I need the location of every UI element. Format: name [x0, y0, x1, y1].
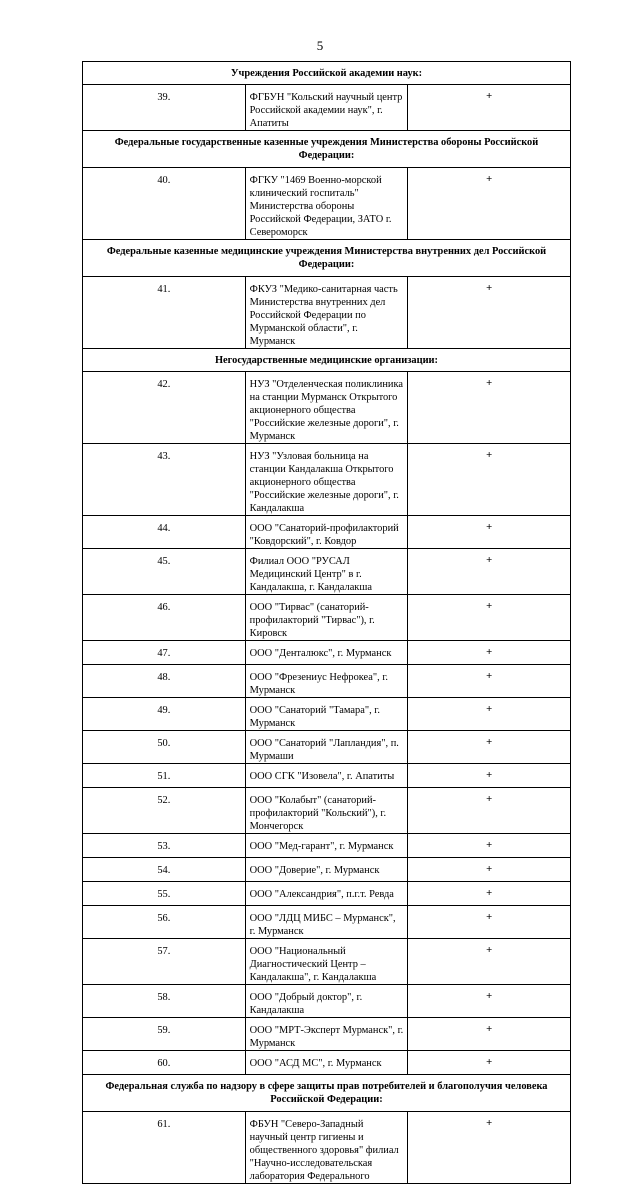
- table-row: [83, 372, 571, 444]
- table-row: [83, 731, 571, 764]
- organization-name: ООО "МРТ-Эксперт Мурманск", г. Мурманск: [245, 1018, 408, 1051]
- table-row: [83, 834, 571, 858]
- row-number: 41.: [83, 277, 246, 349]
- row-number: 48.: [83, 665, 246, 698]
- row-number: 60.: [83, 1051, 246, 1075]
- table-row: [83, 1018, 571, 1051]
- row-mark: +: [408, 698, 571, 731]
- row-mark: +: [408, 882, 571, 906]
- table-row: [83, 1051, 571, 1075]
- table-row: [83, 764, 571, 788]
- section-header-row: [83, 131, 571, 168]
- table-row: [83, 516, 571, 549]
- row-number: 52.: [83, 788, 246, 834]
- row-mark: +: [408, 764, 571, 788]
- row-mark: +: [408, 516, 571, 549]
- row-mark: +: [408, 641, 571, 665]
- table-row: [83, 858, 571, 882]
- row-mark: +: [408, 444, 571, 516]
- table-row: [83, 168, 571, 240]
- row-mark: +: [408, 85, 571, 131]
- section-title: Учреждения Российской академии наук:: [83, 62, 571, 85]
- organization-name: ФКУЗ "Медико-санитарная часть Министерства внутренних дел Российской Федерации по Мурманской области", г. Мурманск: [245, 277, 408, 349]
- section-header-row: [83, 240, 571, 277]
- row-mark: +: [408, 858, 571, 882]
- organization-name: ООО "Мед-гарант", г. Мурманск: [245, 834, 408, 858]
- row-mark: +: [408, 731, 571, 764]
- row-number: 53.: [83, 834, 246, 858]
- section-title: Негосударственные медицинские организации:: [83, 349, 571, 372]
- row-mark: +: [408, 372, 571, 444]
- organization-name: ООО "Национальный Диагностический Центр – Кандалакша", г. Кандалакша: [245, 939, 408, 985]
- organization-name: ФГБУН "Кольский научный центр Российской академии наук", г. Апатиты: [245, 85, 408, 131]
- organization-name: ФГКУ "1469 Военно-морской клинический госпиталь" Министерства обороны Российской Федерации, ЗАТО г. Североморск: [245, 168, 408, 240]
- row-number: 57.: [83, 939, 246, 985]
- table-row: [83, 641, 571, 665]
- page-number: 5: [316, 38, 324, 53]
- row-number: 47.: [83, 641, 246, 665]
- row-number: 58.: [83, 985, 246, 1018]
- row-number: 49.: [83, 698, 246, 731]
- organization-name: ООО "АСД МС", г. Мурманск: [245, 1051, 408, 1075]
- row-number: 42.: [83, 372, 246, 444]
- row-number: 46.: [83, 595, 246, 641]
- table-row: [83, 1112, 571, 1184]
- organization-name: ООО "Добрый доктор", г. Кандалакша: [245, 985, 408, 1018]
- table-row: [83, 939, 571, 985]
- section-header-row: [83, 1075, 571, 1112]
- row-mark: +: [408, 1051, 571, 1075]
- row-number: 39.: [83, 85, 246, 131]
- table-row: [83, 788, 571, 834]
- row-mark: +: [408, 665, 571, 698]
- row-mark: +: [408, 834, 571, 858]
- table-row: [83, 444, 571, 516]
- section-header-row: [83, 349, 571, 372]
- row-mark: +: [408, 595, 571, 641]
- row-mark: +: [408, 168, 571, 240]
- row-mark: +: [408, 939, 571, 985]
- section-title: Федеральная служба по надзору в сфере защиты прав потребителей и благополучия человека Российской Федерации:: [83, 1075, 571, 1112]
- table-row: [83, 882, 571, 906]
- organization-name: ООО "Денталюкс", г. Мурманск: [245, 641, 408, 665]
- row-number: 59.: [83, 1018, 246, 1051]
- row-mark: +: [408, 1112, 571, 1184]
- table-row: [83, 277, 571, 349]
- row-number: 55.: [83, 882, 246, 906]
- table-row: [83, 85, 571, 131]
- row-mark: +: [408, 549, 571, 595]
- organization-name: ФБУН "Северо-Западный научный центр гигиены и общественного здоровья" филиал "Научно-исследовательская лаборатория Федерального: [245, 1112, 408, 1184]
- row-mark: +: [408, 906, 571, 939]
- organization-name: ООО "Санаторий-профилакторий "Ковдорский", г. Ковдор: [245, 516, 408, 549]
- table-row: [83, 595, 571, 641]
- table-row: [83, 665, 571, 698]
- row-mark: +: [408, 788, 571, 834]
- organization-name: ООО "Колабыт" (санаторий-профилакторий "Кольский"), г. Мончегорск: [245, 788, 408, 834]
- organizations-table: [82, 61, 571, 1184]
- organization-name: НУЗ "Отделенческая поликлиника на станции Мурманск Открытого акционерного общества "Российские железные дороги", г. Мурманск: [245, 372, 408, 444]
- row-number: 56.: [83, 906, 246, 939]
- row-mark: +: [408, 277, 571, 349]
- row-number: 43.: [83, 444, 246, 516]
- table-row: [83, 985, 571, 1018]
- organization-name: ООО "Александрия", п.г.т. Ревда: [245, 882, 408, 906]
- organization-name: Филиал ООО "РУСАЛ Медицинский Центр" в г. Кандалакша, г. Кандалакша: [245, 549, 408, 595]
- organization-name: НУЗ "Узловая больница на станции Кандалакша Открытого акционерного общества "Российские железные дороги", г. Кандалакша: [245, 444, 408, 516]
- row-number: 54.: [83, 858, 246, 882]
- organization-name: ООО "Доверие", г. Мурманск: [245, 858, 408, 882]
- row-number: 50.: [83, 731, 246, 764]
- table-row: [83, 906, 571, 939]
- organization-name: ООО "Тирвас" (санаторий-профилакторий "Тирвас"), г. Кировск: [245, 595, 408, 641]
- organization-name: ООО "Фрезениус Нефрокеа", г. Мурманск: [245, 665, 408, 698]
- organization-name: ООО "ЛДЦ МИБС – Мурманск", г. Мурманск: [245, 906, 408, 939]
- organization-name: ООО "Санаторий "Тамара", г. Мурманск: [245, 698, 408, 731]
- section-title: Федеральные казенные медицинские учреждения Министерства внутренних дел Российской Федерации:: [83, 240, 571, 277]
- organization-name: ООО "Санаторий "Лапландия", п. Мурмаши: [245, 731, 408, 764]
- organization-name: ООО СГК "Изовела", г. Апатиты: [245, 764, 408, 788]
- section-header-row: [83, 62, 571, 85]
- row-mark: +: [408, 985, 571, 1018]
- row-number: 45.: [83, 549, 246, 595]
- table-row: [83, 698, 571, 731]
- section-title: Федеральные государственные казенные учреждения Министерства обороны Российской Федерации:: [83, 131, 571, 168]
- row-number: 40.: [83, 168, 246, 240]
- row-number: 44.: [83, 516, 246, 549]
- row-number: 61.: [83, 1112, 246, 1184]
- row-mark: +: [408, 1018, 571, 1051]
- row-number: 51.: [83, 764, 246, 788]
- table-row: [83, 549, 571, 595]
